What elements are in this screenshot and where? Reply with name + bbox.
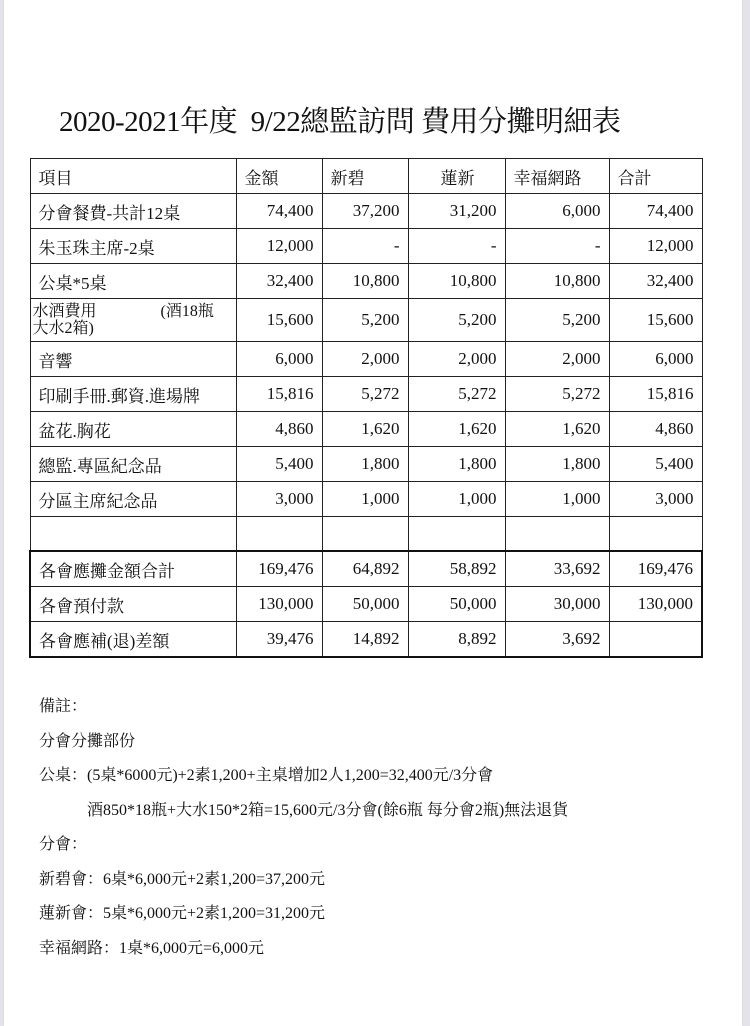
row-lianxin: 31,200 — [408, 194, 505, 229]
row-xinbi: 1,620 — [322, 412, 408, 447]
row-total — [609, 622, 702, 658]
document-page — [4, 0, 742, 1026]
row-amount: 5,400 — [236, 447, 322, 482]
table-row — [30, 342, 702, 377]
row-xinbi: 2,000 — [322, 342, 408, 377]
summary-row-prepaid — [30, 587, 702, 622]
row-total: 12,000 — [609, 229, 702, 264]
table-row — [30, 299, 702, 342]
row-amount: 130,000 — [236, 587, 322, 622]
table-row — [30, 229, 702, 264]
header-total: 合計 — [609, 159, 702, 194]
notes-section — [39, 690, 568, 966]
row-xingfu: 10,800 — [505, 264, 609, 299]
notes-public-table: 公桌：(5桌*6000元)+2素1,200+主桌增加2人1,200=32,400元/3分會 — [39, 767, 494, 784]
notes-drinks: 酒850*18瓶+大水150*2箱=15,600元/3分會(餘6瓶 每分會2瓶)無法退貨 — [87, 801, 569, 819]
row-amount: 15,816 — [236, 377, 322, 412]
row-xingfu: - — [505, 229, 609, 264]
row-item: 水酒費用 (酒18瓶 大水2箱) — [30, 299, 236, 342]
notes-xinbi: 新碧會：6桌*6,000元+2素1,200=37,200元 — [39, 870, 326, 888]
row-total: 5,400 — [609, 447, 702, 482]
row-xinbi: 5,200 — [322, 299, 408, 342]
row-xingfu: 5,272 — [505, 377, 609, 412]
row-xinbi — [322, 517, 408, 552]
row-amount: 12,000 — [236, 229, 322, 264]
row-xinbi: 1,800 — [322, 447, 408, 482]
row-xinbi: 50,000 — [322, 587, 408, 622]
row-item — [30, 517, 236, 552]
row-item: 音響 — [30, 342, 236, 377]
row-item: 盆花.胸花 — [30, 412, 236, 447]
table-header-row — [30, 159, 702, 194]
row-xingfu: 1,620 — [505, 412, 609, 447]
row-lianxin: 8,892 — [408, 622, 505, 658]
row-amount: 39,476 — [236, 622, 322, 658]
row-lianxin: 5,272 — [408, 377, 505, 412]
row-xinbi: - — [322, 229, 408, 264]
row-item: 公桌*5桌 — [30, 264, 236, 299]
header-lianxin: 蓮新 — [408, 159, 505, 194]
row-lianxin: 1,800 — [408, 447, 505, 482]
row-xingfu: 1,800 — [505, 447, 609, 482]
table-row — [30, 377, 702, 412]
row-xingfu: 6,000 — [505, 194, 609, 229]
row-xingfu: 5,200 — [505, 299, 609, 342]
table-row — [30, 447, 702, 482]
row-total: 32,400 — [609, 264, 702, 299]
row-xingfu: 1,000 — [505, 482, 609, 517]
header-amount: 金額 — [236, 159, 322, 194]
row-item: 印刷手冊.郵資.進場牌 — [30, 377, 236, 412]
row-item: 各會預付款 — [30, 587, 236, 622]
row-total — [609, 517, 702, 552]
document-title: 2020-2021年度 9/22總監訪問 費用分攤明細表 — [59, 106, 621, 138]
table-row — [30, 482, 702, 517]
row-xingfu: 2,000 — [505, 342, 609, 377]
notes-xingfu: 幸福網路：1桌*6,000元=6,000元 — [39, 939, 265, 957]
notes-heading: 備註： — [39, 698, 88, 715]
notes-branch-share-title: 分會分攤部份 — [39, 732, 136, 750]
row-xingfu: 33,692 — [505, 551, 609, 587]
row-xinbi: 37,200 — [322, 194, 408, 229]
header-item: 項目 — [30, 159, 236, 194]
header-xingfu: 幸福網路 — [505, 159, 609, 194]
row-amount — [236, 517, 322, 552]
row-xinbi: 5,272 — [322, 377, 408, 412]
row-total: 169,476 — [609, 551, 702, 587]
row-xinbi: 10,800 — [322, 264, 408, 299]
row-total: 15,816 — [609, 377, 702, 412]
row-total: 15,600 — [609, 299, 702, 342]
row-amount: 169,476 — [236, 551, 322, 587]
row-item: 分區主席紀念品 — [30, 482, 236, 517]
row-xinbi: 14,892 — [322, 622, 408, 658]
row-item: 各會應補(退)差額 — [30, 622, 236, 658]
row-amount: 32,400 — [236, 264, 322, 299]
row-lianxin: 1,620 — [408, 412, 505, 447]
table-row — [30, 194, 702, 229]
row-item: 分會餐費-共計12桌 — [30, 194, 236, 229]
row-xingfu: 30,000 — [505, 587, 609, 622]
row-xinbi: 1,000 — [322, 482, 408, 517]
row-item: 總監.專區紀念品 — [30, 447, 236, 482]
row-item: 朱玉珠主席-2桌 — [30, 229, 236, 264]
row-xingfu — [505, 517, 609, 552]
notes-branch-title: 分會： — [39, 836, 88, 853]
row-amount: 6,000 — [236, 342, 322, 377]
row-lianxin: 50,000 — [408, 587, 505, 622]
table-row — [30, 264, 702, 299]
row-lianxin: - — [408, 229, 505, 264]
row-xinbi: 64,892 — [322, 551, 408, 587]
table-row-blank — [30, 517, 702, 552]
row-lianxin: 1,000 — [408, 482, 505, 517]
row-item: 各會應攤金額合計 — [30, 551, 236, 587]
row-amount: 74,400 — [236, 194, 322, 229]
summary-row-total-share — [30, 551, 702, 587]
row-amount: 3,000 — [236, 482, 322, 517]
row-amount: 15,600 — [236, 299, 322, 342]
row-amount: 4,860 — [236, 412, 322, 447]
row-total: 4,860 — [609, 412, 702, 447]
row-lianxin: 58,892 — [408, 551, 505, 587]
row-total: 74,400 — [609, 194, 702, 229]
row-xingfu: 3,692 — [505, 622, 609, 658]
row-total: 3,000 — [609, 482, 702, 517]
table-row — [30, 412, 702, 447]
row-lianxin: 5,200 — [408, 299, 505, 342]
row-lianxin: 2,000 — [408, 342, 505, 377]
row-total: 130,000 — [609, 587, 702, 622]
row-total: 6,000 — [609, 342, 702, 377]
expense-table — [29, 158, 703, 658]
summary-row-difference — [30, 622, 702, 658]
row-lianxin: 10,800 — [408, 264, 505, 299]
notes-lianxin: 蓮新會：5桌*6,000元+2素1,200=31,200元 — [39, 905, 326, 922]
row-lianxin — [408, 517, 505, 552]
header-xinbi: 新碧 — [322, 159, 408, 194]
